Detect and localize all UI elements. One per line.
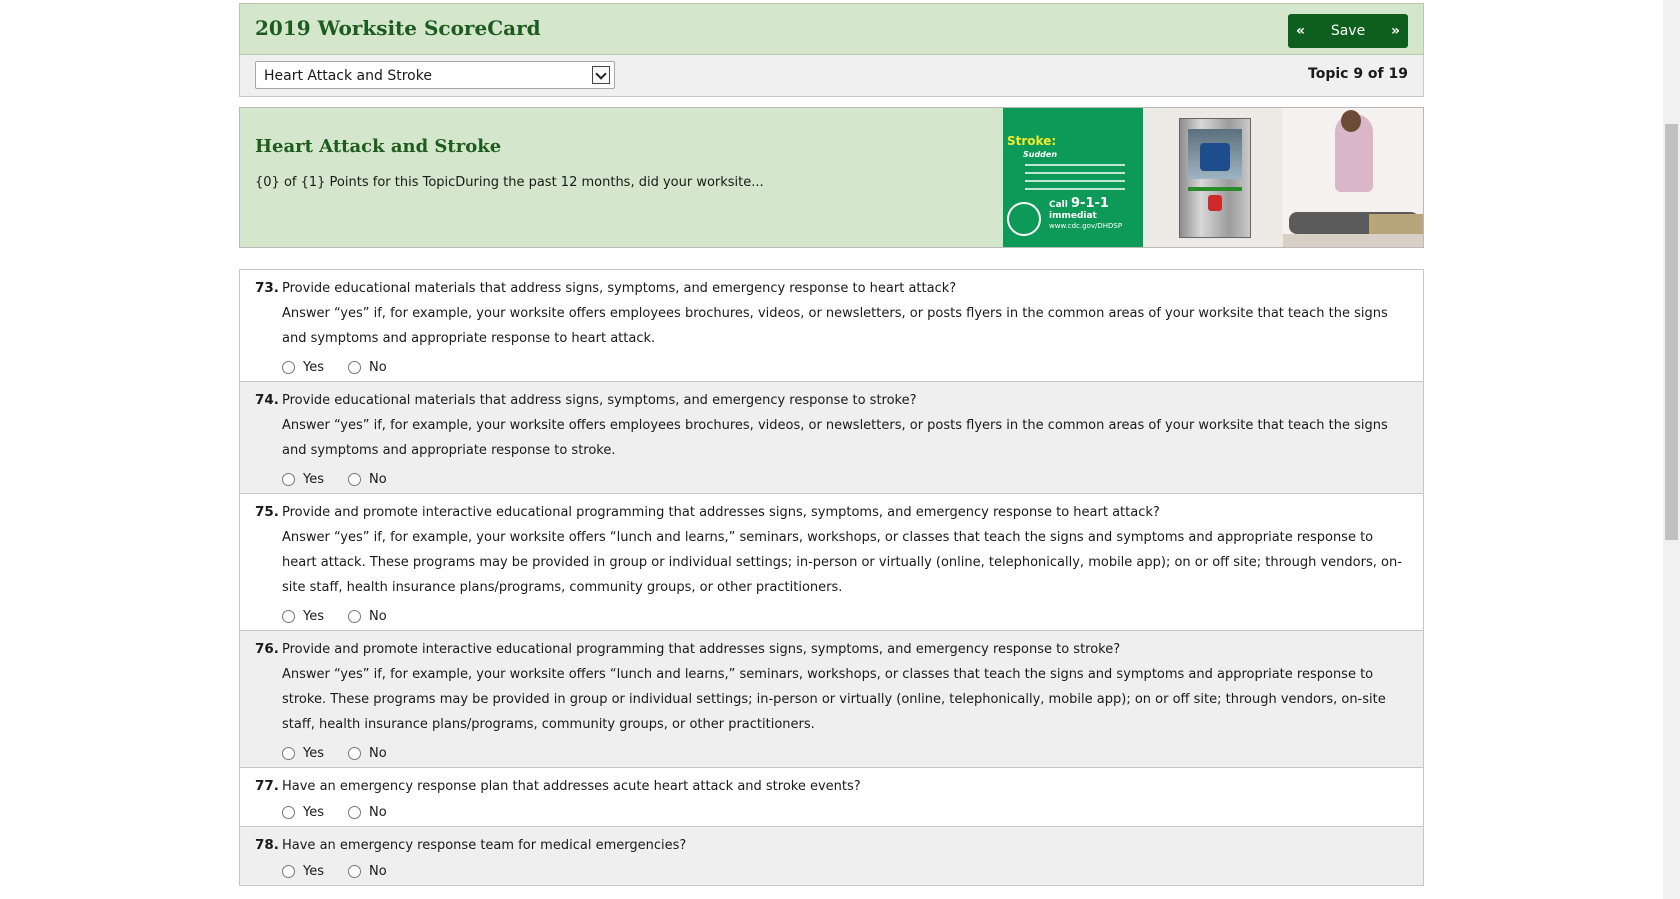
question-number: 78.: [255, 837, 279, 853]
question-text: Provide educational materials that address signs, symptoms, and emergency response to stroke?: [282, 393, 917, 408]
radio-yes[interactable]: [282, 806, 295, 819]
topic-bar: [239, 55, 1424, 97]
aed-stripe: [1188, 187, 1242, 191]
answer-yes[interactable]: Yes: [282, 360, 324, 375]
question-number: 74.: [255, 392, 279, 408]
topic-select[interactable]: [255, 61, 615, 89]
radio-yes[interactable]: [282, 610, 295, 623]
cpr-rescuer-head: [1341, 110, 1361, 132]
stroke-poster-sudden: Sudden: [1023, 150, 1058, 159]
question-number: 75.: [255, 504, 279, 520]
answer-no[interactable]: No: [348, 864, 387, 879]
answer-options: [282, 798, 1408, 826]
scorecard-header: [239, 3, 1424, 55]
topic-title: Heart Attack and Stroke: [255, 136, 502, 157]
stroke-poster-image: [1003, 108, 1143, 247]
page-title: 2019 Worksite ScoreCard: [255, 16, 541, 40]
question-number: 77.: [255, 778, 279, 794]
hhs-seal-icon: [1007, 202, 1041, 236]
answer-no[interactable]: No: [348, 609, 387, 624]
radio-no[interactable]: [348, 747, 361, 760]
next-topic-button[interactable]: »: [1390, 23, 1400, 39]
question-item: [240, 382, 1423, 494]
question-text: Have an emergency response plan that addresses acute heart attack and stroke events?: [282, 779, 861, 794]
topic-points-text: {0} of {1} Points for this TopicDuring the past 12 months, did your worksite...: [255, 175, 764, 190]
poster-line: [1025, 172, 1125, 174]
nav-button-group: [1288, 14, 1408, 48]
question-description: Answer “yes” if, for example, your worksite offers “lunch and learns,” seminars, workshops, or classes that teach the signs and symptoms and appropriate response to heart attack. These programs may be provided in group or individual settings; in-person or virtually (online, telephonically, mobile app); on or off site; through vendors, on-site staff, health insurance plans/programs, community groups, or other practitioners.: [282, 530, 1402, 595]
question-item: [240, 631, 1423, 768]
question-text: Have an emergency response team for medical emergencies?: [282, 838, 687, 853]
aed-cabinet-image: [1143, 108, 1283, 247]
cpr-image: [1283, 108, 1423, 247]
cpr-floor: [1283, 234, 1423, 247]
radio-no[interactable]: [348, 473, 361, 486]
answer-yes[interactable]: Yes: [282, 609, 324, 624]
question-text: Provide and promote interactive educational programming that addresses signs, symptoms, and emergency response to stroke?: [282, 642, 1121, 657]
banner-images: [1003, 108, 1423, 247]
stroke-poster-heading: Stroke:: [1007, 134, 1057, 148]
question-item: [240, 494, 1423, 631]
topic-count: Topic 9 of 19: [1308, 66, 1408, 82]
answer-yes[interactable]: Yes: [282, 472, 324, 487]
answer-yes[interactable]: Yes: [282, 746, 324, 761]
page-scrollbar[interactable]: [1663, 0, 1680, 899]
scorecard-container: [239, 3, 1424, 886]
question-number: 76.: [255, 641, 279, 657]
radio-yes[interactable]: [282, 747, 295, 760]
aed-device: [1200, 143, 1230, 171]
answer-options: [282, 353, 1408, 381]
answer-no[interactable]: No: [348, 746, 387, 761]
answer-no[interactable]: No: [348, 472, 387, 487]
answer-no[interactable]: No: [348, 805, 387, 820]
stroke-poster-call: Call 9-1-1 immediat: [1049, 196, 1109, 221]
question-list: [239, 269, 1424, 886]
question-text: Provide and promote interactive educational programming that addresses signs, symptoms, and emergency response to heart attack?: [282, 505, 1160, 520]
radio-no[interactable]: [348, 806, 361, 819]
answer-yes[interactable]: Yes: [282, 864, 324, 879]
chevron-down-icon[interactable]: [592, 66, 610, 84]
scrollbar-thumb[interactable]: [1665, 124, 1678, 540]
radio-yes[interactable]: [282, 361, 295, 374]
answer-options: [282, 739, 1408, 767]
aed-logo-icon: [1208, 195, 1222, 211]
answer-options: [282, 857, 1408, 885]
radio-no[interactable]: [348, 361, 361, 374]
question-number: 73.: [255, 280, 279, 296]
cpr-patient-pants: [1369, 214, 1423, 234]
radio-no[interactable]: [348, 610, 361, 623]
poster-line: [1025, 180, 1125, 182]
poster-line: [1025, 164, 1125, 166]
previous-topic-button[interactable]: «: [1296, 23, 1306, 39]
answer-no[interactable]: No: [348, 360, 387, 375]
answer-options: [282, 465, 1408, 493]
question-description: Answer “yes” if, for example, your worksite offers employees brochures, videos, or newsletters, or posts flyers in the common areas of your worksite that teach the signs and symptoms and appropriate response to heart attack.: [282, 306, 1388, 346]
aed-case: [1179, 118, 1251, 238]
question-description: Answer “yes” if, for example, your worksite offers “lunch and learns,” seminars, workshops, or classes that teach the signs and symptoms and appropriate response to stroke. These programs may be provided in group or individual settings; in-person or virtually (online, telephonically, mobile app); on or off site; through vendors, on-site staff, health insurance plans/programs, community groups, or other practitioners.: [282, 667, 1386, 732]
question-text: Provide educational materials that address signs, symptoms, and emergency response to heart attack?: [282, 281, 957, 296]
question-item: [240, 270, 1423, 382]
poster-line: [1025, 188, 1125, 190]
save-button[interactable]: Save: [1330, 23, 1366, 39]
stroke-poster-url: www.cdc.gov/DHDSP: [1049, 222, 1123, 230]
radio-yes[interactable]: [282, 473, 295, 486]
question-item: [240, 768, 1423, 827]
topic-select-value: Heart Attack and Stroke: [264, 68, 432, 84]
radio-yes[interactable]: [282, 865, 295, 878]
answer-yes[interactable]: Yes: [282, 805, 324, 820]
radio-no[interactable]: [348, 865, 361, 878]
question-item: [240, 827, 1423, 886]
topic-banner: [239, 107, 1424, 248]
question-description: Answer “yes” if, for example, your worksite offers employees brochures, videos, or newsletters, or posts flyers in the common areas of your worksite that teach the signs and symptoms and appropriate response to stroke.: [282, 418, 1388, 458]
answer-options: [282, 602, 1408, 630]
